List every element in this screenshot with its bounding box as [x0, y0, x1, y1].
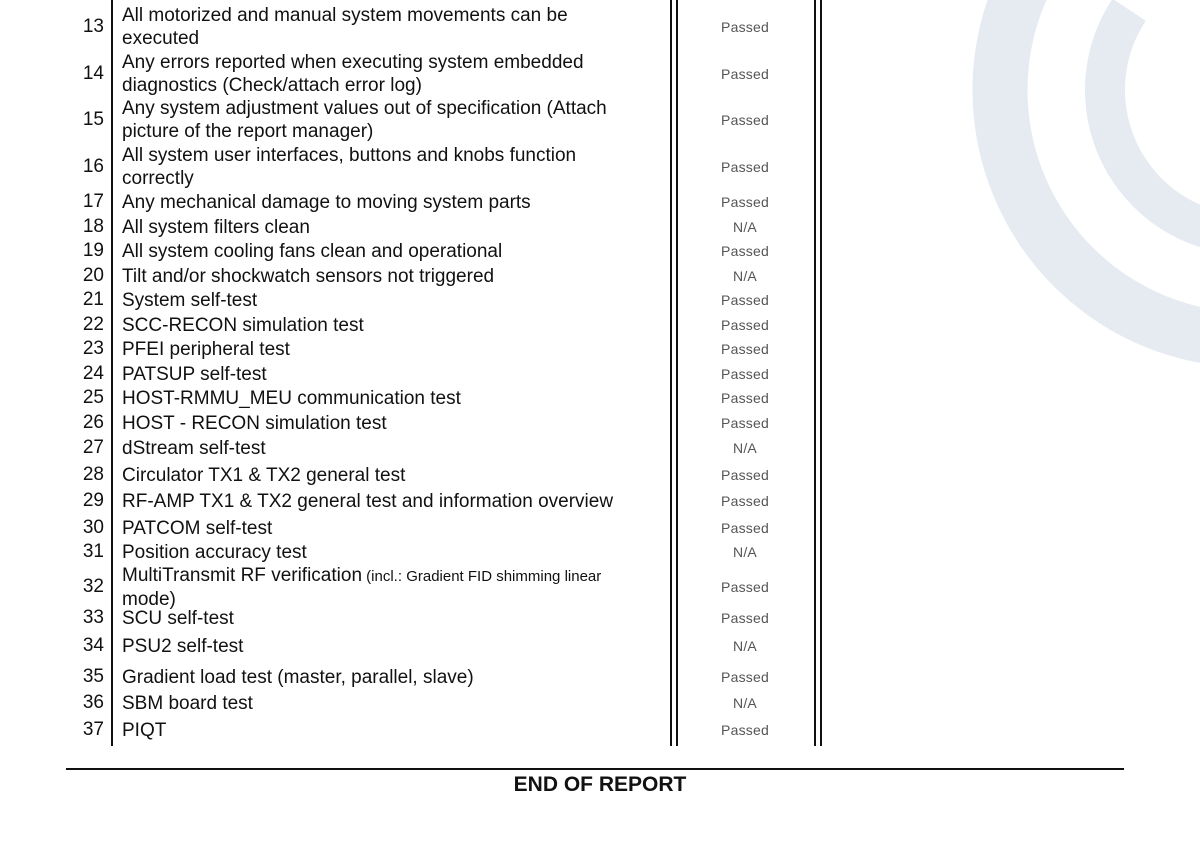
row-number: 30 [82, 517, 104, 538]
row-number: 16 [82, 156, 104, 177]
row-number: 32 [82, 576, 104, 597]
row-description [122, 692, 657, 715]
row-number: 28 [82, 464, 104, 485]
column-divider-result-right-a [814, 0, 816, 746]
column-divider-result-right-b [820, 0, 822, 746]
row-result: N/A [733, 219, 757, 235]
row-number: 25 [82, 387, 104, 408]
description-line: PIQT [122, 719, 167, 741]
row-number: 27 [82, 437, 104, 458]
row-description [122, 363, 657, 386]
row-number: 14 [82, 63, 104, 84]
row-result: Passed [721, 722, 769, 738]
description-line: PSU2 self-test [122, 635, 244, 657]
row-result: Passed [721, 159, 769, 175]
row-description [122, 464, 657, 487]
description-line: Position accuracy test [122, 541, 307, 563]
description-line: Circulator TX1 & TX2 general test [122, 464, 406, 486]
description-line: System self-test [122, 289, 258, 311]
description-line: PATCOM self-test [122, 517, 273, 539]
row-result: Passed [721, 112, 769, 128]
description-line: All system filters clean [122, 216, 310, 238]
description-line: SCC-RECON simulation test [122, 314, 364, 336]
row-description [122, 666, 657, 689]
description-line: PATSUP self-test [122, 363, 267, 385]
row-result: Passed [721, 467, 769, 483]
description-line: executed [122, 28, 200, 49]
row-description [122, 412, 657, 435]
description-line: HOST-RMMU_MEU communication test [122, 387, 461, 409]
row-number: 22 [82, 314, 104, 335]
row-result: Passed [721, 390, 769, 406]
row-result: Passed [721, 493, 769, 509]
row-description [122, 338, 657, 361]
column-divider-result-left-a [670, 0, 672, 746]
row-result: Passed [721, 669, 769, 685]
description-note: (incl.: Gradient FID shimming linear [362, 568, 602, 585]
row-number: 17 [82, 191, 104, 212]
description-line: All system cooling fans clean and operational [122, 240, 503, 262]
description-line: PFEI peripheral test [122, 338, 290, 360]
row-result: N/A [733, 268, 757, 284]
row-description [122, 4, 657, 50]
row-description [122, 314, 657, 337]
row-result: Passed [721, 66, 769, 82]
description-line: Gradient load test (master, parallel, slave) [122, 666, 474, 688]
description-line: MultiTransmit RF verification (incl.: Gradient FID shimming linear [122, 565, 602, 586]
row-number: 29 [82, 490, 104, 511]
row-description [122, 607, 657, 630]
description-line: correctly [122, 168, 194, 189]
row-number: 20 [82, 265, 104, 286]
row-number: 35 [82, 666, 104, 687]
row-result: Passed [721, 194, 769, 210]
row-result: Passed [721, 610, 769, 626]
row-result: Passed [721, 415, 769, 431]
column-divider-number [111, 0, 113, 746]
row-description [122, 216, 657, 239]
row-description [122, 265, 657, 288]
row-description [122, 490, 657, 513]
row-result: Passed [721, 341, 769, 357]
row-number: 19 [82, 240, 104, 261]
row-description [122, 191, 657, 214]
description-line: Any mechanical damage to moving system parts [122, 191, 531, 213]
row-description [122, 289, 657, 312]
description-line: All system user interfaces, buttons and knobs function [122, 145, 577, 166]
row-description [122, 97, 657, 143]
row-description [122, 144, 657, 190]
row-number: 34 [82, 635, 104, 656]
row-description [122, 517, 657, 540]
row-number: 23 [82, 338, 104, 359]
row-description [122, 541, 657, 564]
row-number: 26 [82, 412, 104, 433]
description-line: RF-AMP TX1 & TX2 general test and information overview [122, 490, 614, 512]
row-result: Passed [721, 19, 769, 35]
row-description [122, 240, 657, 263]
row-description [122, 437, 657, 460]
row-number: 13 [82, 16, 104, 37]
description-line: dStream self-test [122, 437, 266, 459]
column-divider-result-left-b [676, 0, 678, 746]
row-result: Passed [721, 243, 769, 259]
row-result: Passed [721, 579, 769, 595]
row-number: 31 [82, 541, 104, 562]
row-result: N/A [733, 544, 757, 560]
row-number: 33 [82, 607, 104, 628]
row-number: 18 [82, 216, 104, 237]
description-line: HOST - RECON simulation test [122, 412, 387, 434]
row-description [122, 51, 657, 97]
description-line: Any errors reported when executing system embedded [122, 52, 584, 73]
end-of-report-label: END OF REPORT [513, 773, 687, 796]
description-line: Any system adjustment values out of specification (Attach [122, 98, 607, 119]
row-result: Passed [721, 520, 769, 536]
description-line: mode) [122, 589, 176, 610]
description-line: SBM board test [122, 692, 253, 714]
description-line: diagnostics (Check/attach error log) [122, 75, 422, 96]
row-number: 24 [82, 363, 104, 384]
row-number: 15 [82, 109, 104, 130]
row-result: N/A [733, 440, 757, 456]
row-number: 21 [82, 289, 104, 310]
row-result: N/A [733, 695, 757, 711]
row-description [122, 635, 657, 658]
description-line: All motorized and manual system movements can be [122, 5, 568, 26]
row-description [122, 564, 657, 611]
description-line: SCU self-test [122, 607, 234, 629]
row-result: Passed [721, 292, 769, 308]
description-line: Tilt and/or shockwatch sensors not triggered [122, 265, 495, 287]
row-number: 37 [82, 719, 104, 740]
row-number: 36 [82, 692, 104, 713]
row-result: Passed [721, 366, 769, 382]
end-rule [66, 768, 1124, 770]
row-description [122, 387, 657, 410]
description-line: picture of the report manager) [122, 121, 374, 142]
row-result: Passed [721, 317, 769, 333]
row-result: N/A [733, 638, 757, 654]
row-description [122, 719, 657, 742]
